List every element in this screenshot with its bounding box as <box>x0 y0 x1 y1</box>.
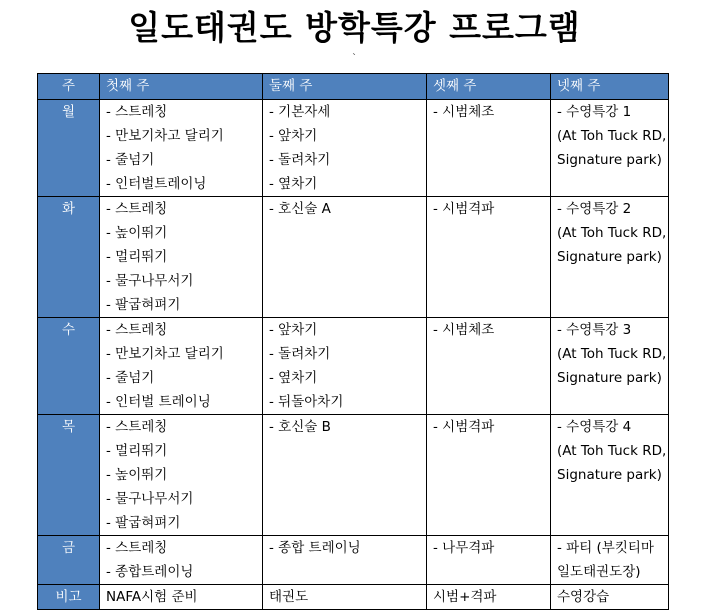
activity: - 멀리뛰기 <box>106 443 168 459</box>
activity: 일도태권도장) <box>557 564 641 580</box>
table-row <box>38 318 669 415</box>
activity: - 나무격파 <box>433 540 495 556</box>
activity: - 앞차기 <box>269 128 318 144</box>
activity: - 시범체조 <box>433 104 495 120</box>
cell <box>263 318 427 415</box>
day-cell-wed: 수 <box>38 318 100 415</box>
activity: - 파티 (부킷티마 <box>557 540 654 556</box>
page-title: 일도태권도 방학특강 프로그램 <box>128 8 581 47</box>
activity: (At Toh Tuck RD, <box>557 346 667 362</box>
cell <box>100 536 263 585</box>
activity: Signature park) <box>557 467 662 483</box>
activity: - 만보기차고 달리기 <box>106 346 224 362</box>
activity: - 종합트레이닝 <box>106 564 194 580</box>
note-cell: 시범+격파 <box>427 585 551 610</box>
cell <box>551 536 669 585</box>
activity: - 만보기차고 달리기 <box>106 128 224 144</box>
schedule-table <box>37 73 669 610</box>
activity: - 스트레칭 <box>106 201 168 217</box>
note-cell: 수영강습 <box>551 585 669 610</box>
notes-label: 비고 <box>38 585 100 610</box>
activity: (At Toh Tuck RD, <box>557 128 667 144</box>
stray-mark: ` <box>352 53 357 64</box>
table-row <box>38 536 669 585</box>
day-cell-tue: 화 <box>38 197 100 318</box>
activity: - 스트레칭 <box>106 322 168 338</box>
header-week-2: 둘째 주 <box>263 74 427 100</box>
activity: - 줄넘기 <box>106 152 155 168</box>
activity: Signature park) <box>557 370 662 386</box>
activity: - 옆차기 <box>269 370 318 386</box>
cell <box>551 197 669 318</box>
table-header-row <box>38 74 669 100</box>
activity: Signature park) <box>557 249 662 265</box>
header-week-4: 넷째 주 <box>551 74 669 100</box>
activity: - 수영특강 1 <box>557 104 632 120</box>
activity: - 옆차기 <box>269 176 318 192</box>
header-week-3: 셋째 주 <box>427 74 551 100</box>
table-row <box>38 100 669 197</box>
cell <box>551 318 669 415</box>
cell <box>263 415 427 536</box>
day-cell-fri: 금 <box>38 536 100 585</box>
cell <box>263 536 427 585</box>
cell <box>427 100 551 197</box>
activity: - 물구나무서기 <box>106 273 194 289</box>
cell <box>551 100 669 197</box>
activity: - 스트레칭 <box>106 540 168 556</box>
header-week: 주 <box>38 74 100 100</box>
cell <box>100 100 263 197</box>
activity: - 높이뛰기 <box>106 225 168 241</box>
activity: (At Toh Tuck RD, <box>557 225 667 241</box>
table-row <box>38 415 669 536</box>
cell <box>100 318 263 415</box>
day-cell-mon: 월 <box>38 100 100 197</box>
activity: - 스트레칭 <box>106 104 168 120</box>
activity: - 팔굽혀펴기 <box>106 515 181 531</box>
cell <box>263 197 427 318</box>
activity: - 돌려차기 <box>269 346 331 362</box>
cell <box>427 415 551 536</box>
cell <box>100 415 263 536</box>
activity: - 시범격파 <box>433 201 495 217</box>
activity: - 수영특강 3 <box>557 322 632 338</box>
activity: - 종합 트레이닝 <box>269 540 361 556</box>
cell <box>100 197 263 318</box>
activity: - 시범체조 <box>433 322 495 338</box>
cell <box>263 100 427 197</box>
activity: - 수영특강 2 <box>557 201 632 217</box>
activity: (At Toh Tuck RD, <box>557 443 667 459</box>
activity: - 뒤돌아차기 <box>269 394 344 410</box>
activity: - 팔굽혀펴기 <box>106 297 181 313</box>
cell <box>551 415 669 536</box>
activity: Signature park) <box>557 152 662 168</box>
notes-row <box>38 585 669 610</box>
activity: - 시범격파 <box>433 419 495 435</box>
activity: - 수영특강 4 <box>557 419 632 435</box>
activity: - 기본자세 <box>269 104 331 120</box>
day-cell-thu: 목 <box>38 415 100 536</box>
activity: - 스트레칭 <box>106 419 168 435</box>
cell <box>427 318 551 415</box>
cell <box>427 197 551 318</box>
activity: - 물구나무서기 <box>106 491 194 507</box>
cell <box>427 536 551 585</box>
table-row <box>38 197 669 318</box>
activity: - 앞차기 <box>269 322 318 338</box>
activity: - 호신술 A <box>269 201 331 217</box>
activity: - 인터벌트레이닝 <box>106 176 207 192</box>
note-cell: 태권도 <box>263 585 427 610</box>
activity: - 높이뛰기 <box>106 467 168 483</box>
header-week-1: 첫째 주 <box>100 74 263 100</box>
activity: - 멀리뛰기 <box>106 249 168 265</box>
activity: - 호신술 B <box>269 419 331 435</box>
note-cell: NAFA시험 준비 <box>100 585 263 610</box>
activity: - 인터벌 트레이닝 <box>106 394 211 410</box>
activity: - 줄넘기 <box>106 370 155 386</box>
activity: - 돌려차기 <box>269 152 331 168</box>
